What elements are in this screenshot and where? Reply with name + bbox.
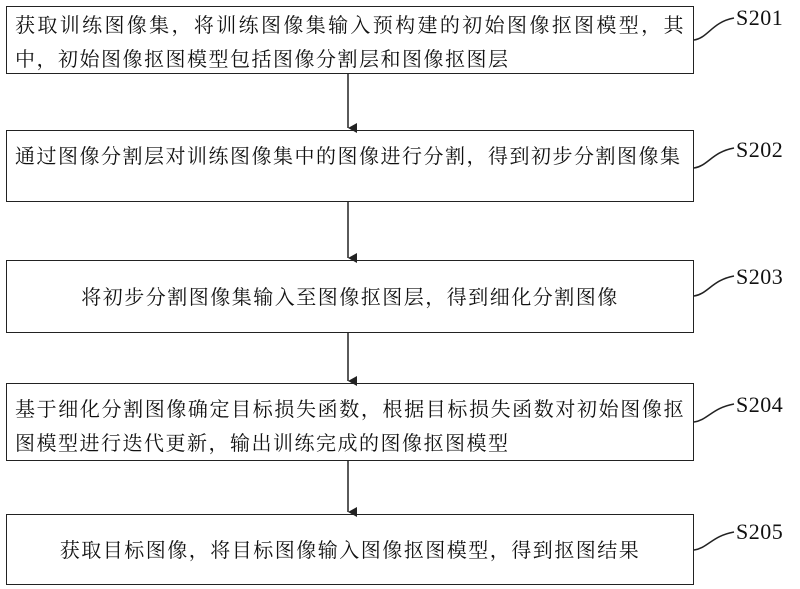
- step-label-s205: S205: [736, 519, 784, 544]
- label-leader-s202: [694, 148, 734, 168]
- step-text-s201: 获取训练图像集，将训练图像集输入预构建的初始图像抠图模型，其中，初始图像抠图模型包括图像分割层和图像抠图层: [15, 13, 685, 71]
- step-box-s201: [6, 6, 694, 74]
- step-box-s202: [6, 130, 694, 202]
- step-label-s201: S201: [736, 5, 784, 30]
- step-label-s204: S204: [736, 392, 784, 417]
- label-leader-s201: [694, 18, 734, 40]
- step-label-s203: S203: [736, 264, 784, 289]
- step-text-s205: 获取目标图像，将目标图像输入图像抠图模型，得到抠图结果: [59, 537, 641, 562]
- step-label-s202: S202: [736, 137, 784, 162]
- step-text-s202: 通过图像分割层对训练图像集中的图像进行分割，得到初步分割图像集: [15, 144, 682, 168]
- label-leader-s205: [694, 532, 734, 550]
- label-leader-s204: [694, 404, 734, 422]
- label-leader-s203: [694, 276, 734, 296]
- step-box-s204: [6, 383, 694, 461]
- step-text-s203: 将初步分割图像集输入至图像抠图层，得到细化分割图像: [81, 284, 619, 309]
- step-text-s204: 基于细化分割图像确定目标损失函数，根据目标损失函数对初始图像抠图模型进行迭代更新，输出训练完成的图像抠图模型: [15, 397, 685, 455]
- step-box-s205: [6, 514, 694, 585]
- step-box-s203: [6, 260, 694, 333]
